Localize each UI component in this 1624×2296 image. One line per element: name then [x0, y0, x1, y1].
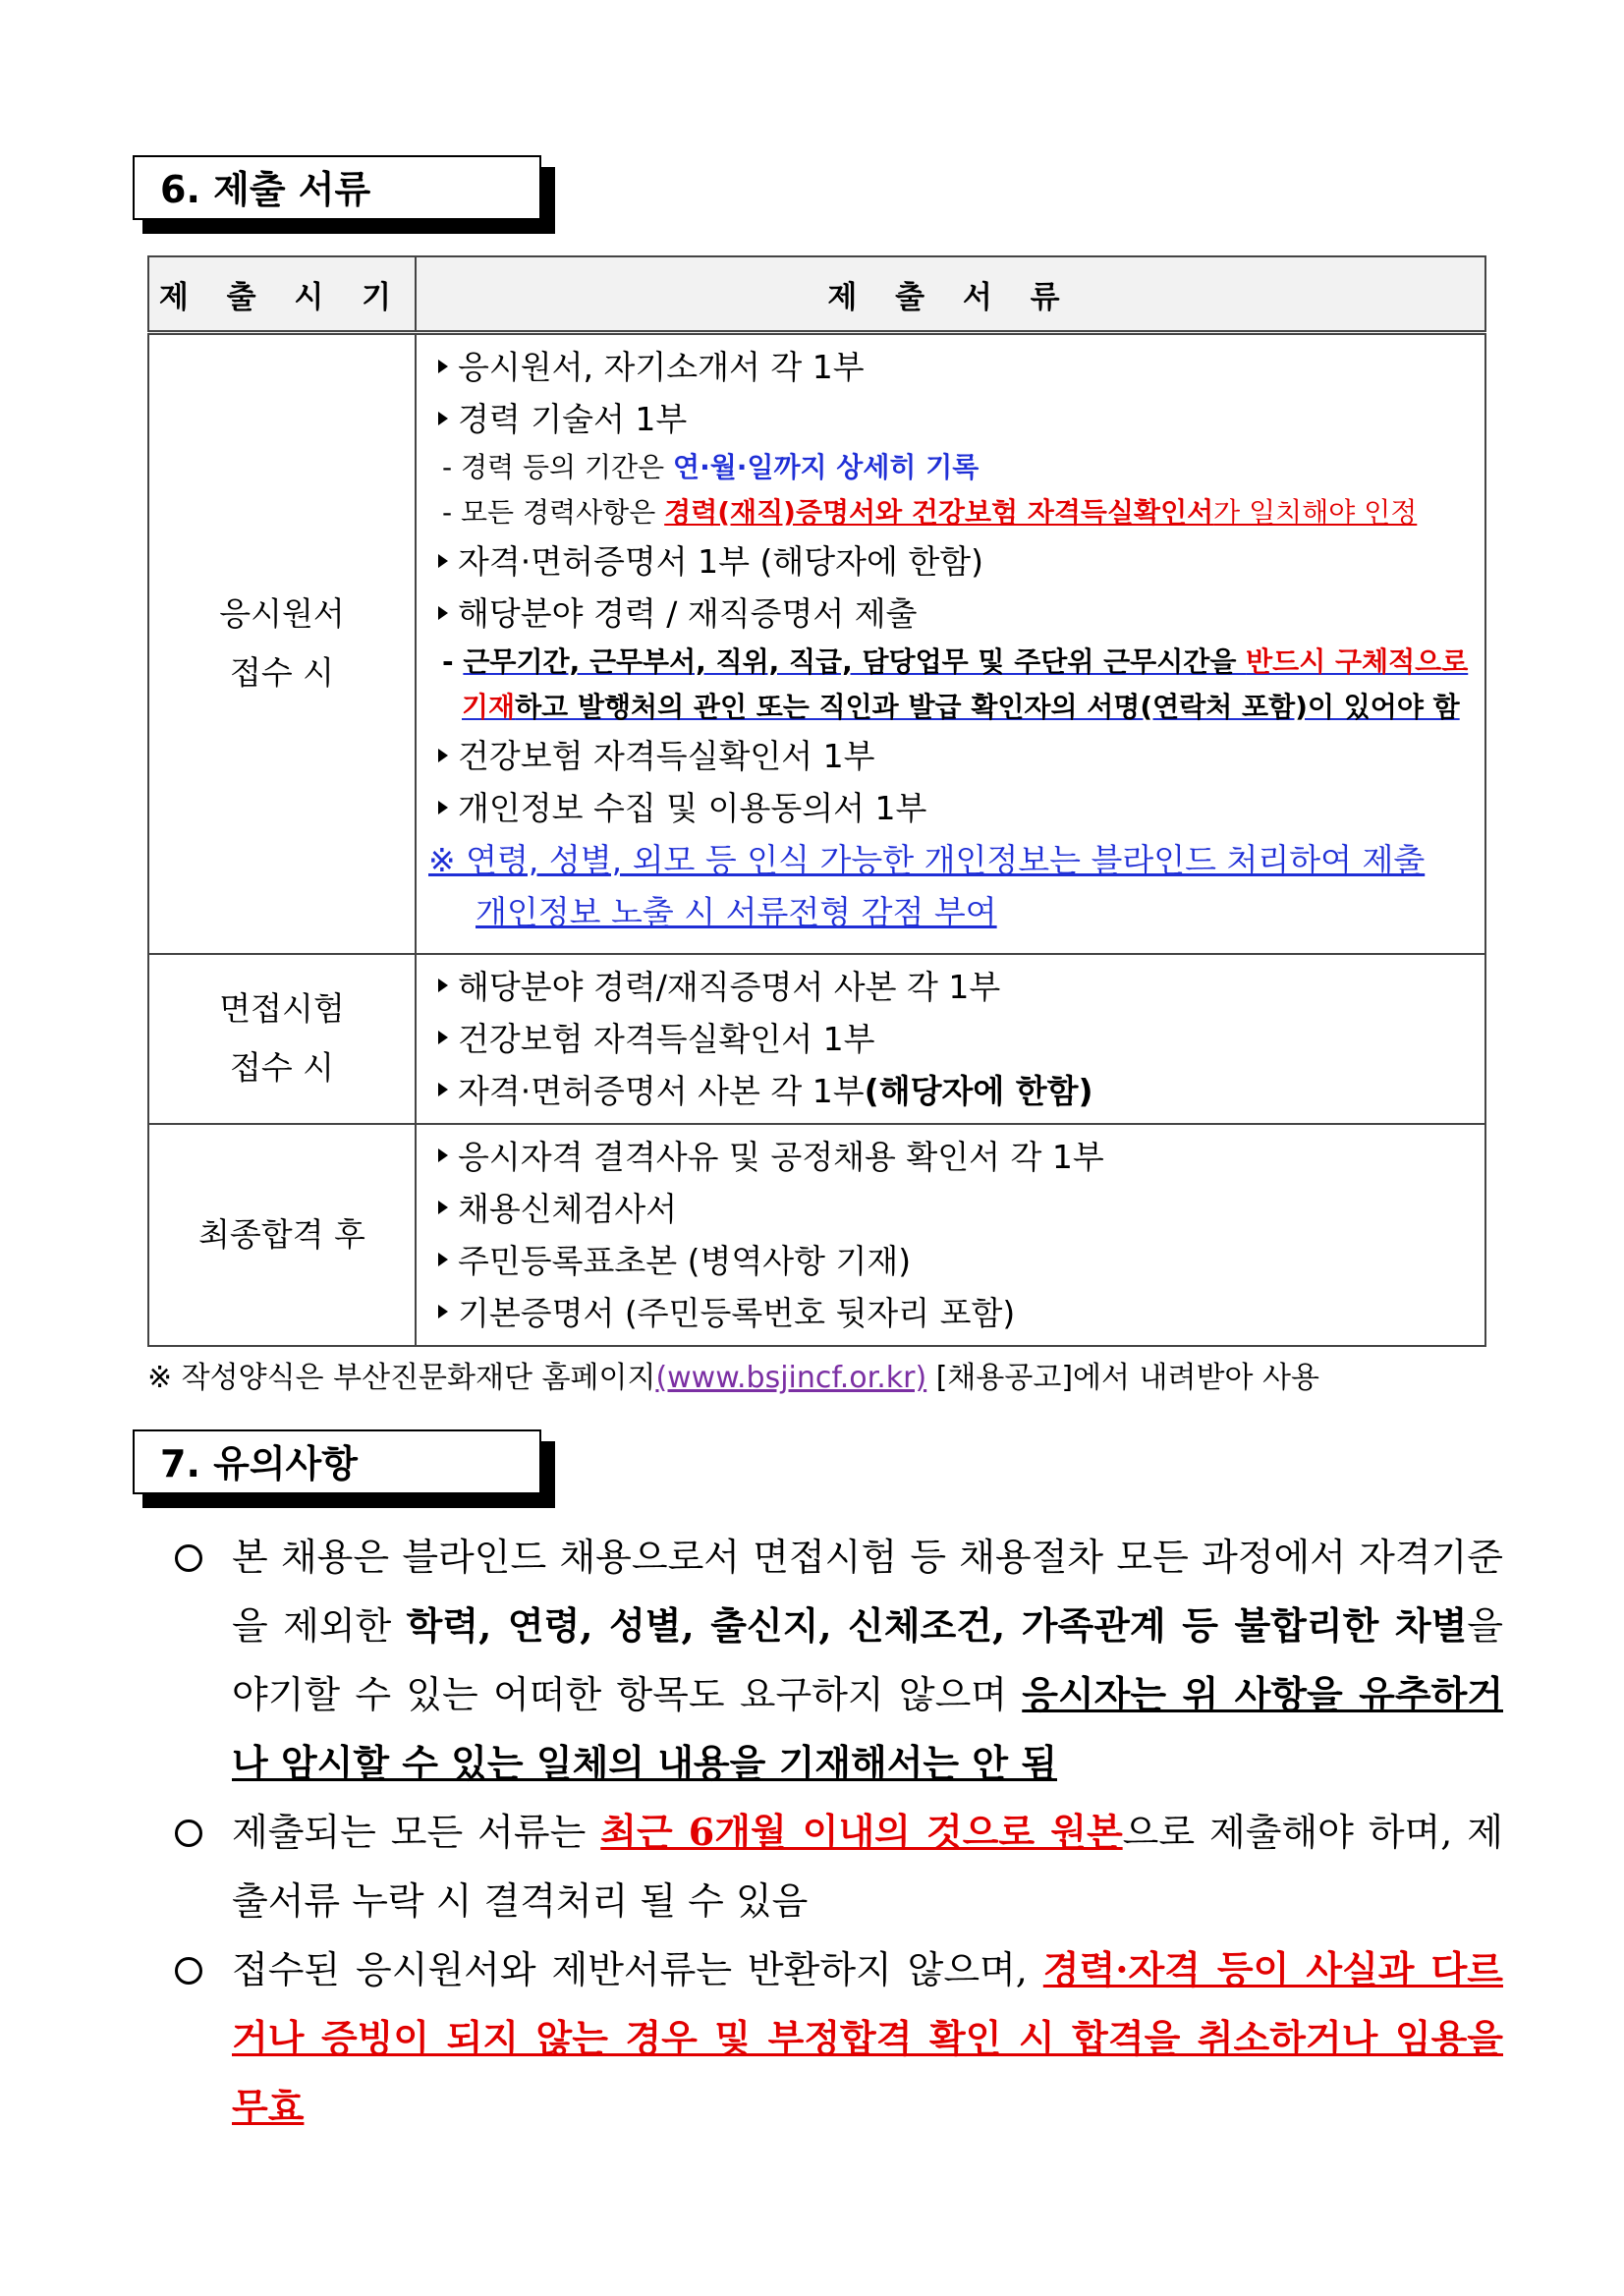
period-line: 접수 시 [229, 653, 335, 693]
table-row [148, 333, 1485, 954]
period-interview [148, 954, 416, 1124]
list-item: 기본증명서 (주민등록번호 뒷자리 포함) [438, 1287, 1473, 1339]
period-application [148, 333, 416, 954]
blind-note: 개인정보 노출 시 서류전형 감점 부여 [476, 893, 997, 931]
documents-table [147, 255, 1486, 1347]
list-item: 해당분야 경력/재직증명서 사본 각 1부 [438, 961, 1473, 1013]
section-6-heading [133, 155, 545, 222]
triangle-bullet-icon [438, 801, 448, 814]
table-row [148, 1124, 1485, 1346]
triangle-bullet-icon [438, 412, 448, 425]
triangle-bullet-icon [438, 749, 448, 762]
triangle-bullet-icon [438, 1305, 448, 1318]
list-item: 해당분야 경력 / 재직증명서 제출 [438, 588, 1473, 640]
documents-final [416, 1124, 1485, 1346]
list-item: 응시자격 결격사유 및 공정채용 확인서 각 1부 [438, 1131, 1473, 1183]
list-item: 개인정보 수집 및 이용동의서 1부 [438, 782, 1473, 834]
list-item: 자격·면허증명서 사본 각 1부(해당자에 한함) [438, 1065, 1473, 1117]
period-line: 접수 시 [229, 1048, 335, 1087]
note-line: - 경력 등의 기간은 연·월·일까지 상세히 기록 [442, 451, 980, 483]
circle-bullet-icon [175, 1957, 202, 1985]
footnote-text: [채용공고]에서 내려받아 사용 [926, 1361, 1319, 1395]
triangle-bullet-icon [438, 1253, 448, 1266]
detail-line: - 근무기간, 근무부서, 직위, 직급, 담당업무 및 주단위 근무시간을 반드시 구체적으로 [442, 645, 1469, 678]
list-item: 경력 기술서 1부 [438, 393, 1473, 445]
period-line: 응시원서 [219, 594, 345, 634]
header-period: 제 출 시 기 [148, 256, 416, 333]
triangle-bullet-icon [438, 606, 448, 620]
triangle-bullet-icon [438, 1148, 448, 1162]
triangle-bullet-icon [438, 1083, 448, 1096]
caution-item: 접수된 응시원서와 제반서류는 반환하지 않으며, 경력·자격 등이 사실과 다르거나 증빙이 되지 않는 경우 및 부정합격 확인 시 합격을 취소하거나 임용을 무효 [167, 1935, 1503, 2142]
form-footnote [147, 1353, 1319, 1396]
period-line: 최종합격 후 [198, 1214, 365, 1254]
list-item: 응시원서, 자기소개서 각 1부 [438, 341, 1473, 393]
section-7-heading [133, 1429, 545, 1496]
footnote-text: ※ 작성양식은 부산진문화재단 홈페이지 [147, 1361, 656, 1395]
circle-bullet-icon [175, 1820, 202, 1847]
triangle-bullet-icon [438, 979, 448, 992]
list-item: 주민등록표초본 (병역사항 기재) [438, 1235, 1473, 1287]
caution-item: 제출되는 모든 서류는 최근 6개월 이내의 것으로 원본으로 제출해야 하며, 제출서류 누락 시 결격처리 될 수 있음 [167, 1798, 1503, 1935]
documents-interview [416, 954, 1485, 1124]
cautions-list [167, 1523, 1503, 2142]
detail-line: 기재하고 발행처의 관인 또는 직인과 발급 확인자의 서명(연락처 포함)이 있어야 함 [462, 691, 1460, 723]
list-item: 건강보험 자격득실확인서 1부 [438, 730, 1473, 782]
circle-bullet-icon [175, 1544, 202, 1572]
section-6-title: 6. 제출 서류 [133, 155, 541, 220]
caution-item: 본 채용은 블라인드 채용으로서 면접시험 등 채용절차 모든 과정에서 자격기준을 제외한 학력, 연령, 성별, 출신지, 신체조건, 가족관계 등 불합리한 차별을 야기할 수 있는 어떠한 항목도 요구하지 않으며 응시자는 위 사항을 유추하거나 암시할 수 있는 일체의 내용을 기재해서는 안 됨 [167, 1523, 1503, 1798]
homepage-link[interactable]: (www.bsjincf.or.kr) [655, 1361, 927, 1395]
section-7-title: 7. 유의사항 [133, 1429, 541, 1494]
triangle-bullet-icon [438, 360, 448, 373]
list-item: 자격·면허증명서 1부 (해당자에 한함) [438, 535, 1473, 588]
header-documents: 제 출 서 류 [416, 256, 1485, 333]
list-item: 채용신체검사서 [438, 1183, 1473, 1235]
blind-note: ※ 연령, 성별, 외모 등 인식 가능한 개인정보는 블라인드 처리하여 제출 [428, 841, 1426, 879]
note-line: - 모든 경력사항은 경력(재직)증명서와 건강보험 자격득실확인서가 일치해야 인정 [442, 496, 1418, 529]
period-final [148, 1124, 416, 1346]
list-item: 건강보험 자격득실확인서 1부 [438, 1013, 1473, 1065]
triangle-bullet-icon [438, 554, 448, 568]
table-header-row [148, 256, 1485, 333]
table-row [148, 954, 1485, 1124]
period-line: 면접시험 [219, 989, 345, 1028]
documents-application [416, 333, 1485, 954]
triangle-bullet-icon [438, 1201, 448, 1214]
triangle-bullet-icon [438, 1031, 448, 1044]
